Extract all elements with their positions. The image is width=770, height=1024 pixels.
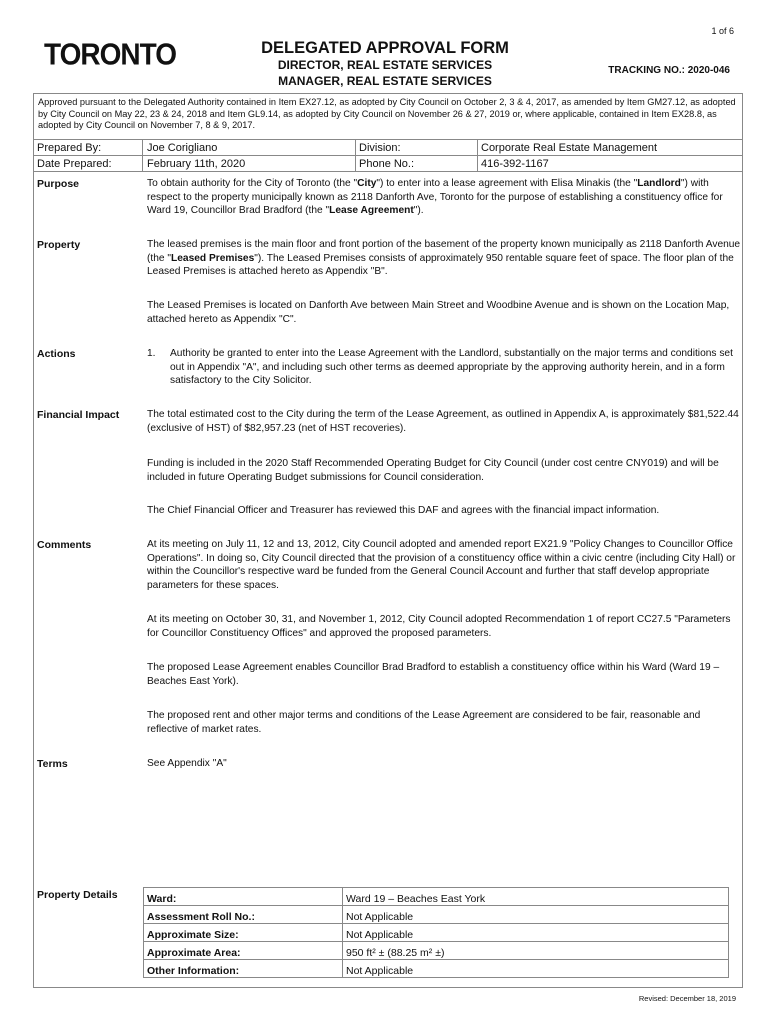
comments-text-1: At its meeting on July 11, 12 and 13, 2012, City Council adopted and amended report EX21.9 "Policy Changes to Councillor Office Operations". In doing so, City Council directed that the provision of a constituency office within a civic centre (including City Hall) or within the Councillor's respective ward be funded from the General Council Account and further that staff develop appropriate parameters for these spaces. xyxy=(147,539,736,591)
other-information-value: Not Applicable xyxy=(343,960,729,978)
tracking-number: TRACKING NO.: 2020-046 xyxy=(608,65,730,76)
phone-label: Phone No.: xyxy=(359,158,415,170)
table-row xyxy=(144,924,729,942)
property-label: Property xyxy=(37,239,81,251)
division-value: Corporate Real Estate Management xyxy=(481,142,658,154)
actions-label: Actions xyxy=(37,348,76,360)
property-details-label: Property Details xyxy=(37,889,118,901)
date-prepared-label: Date Prepared: xyxy=(37,158,112,170)
comments-label: Comments xyxy=(37,539,92,551)
page-number: 1 of 6 xyxy=(711,26,734,36)
divider xyxy=(142,139,143,171)
prepared-by-value: Joe Corigliano xyxy=(147,142,218,154)
approximate-area-value: 950 ft² ± (88.25 m² ±) xyxy=(343,942,729,960)
comments-text-3: The proposed Lease Agreement enables Councillor Brad Bradford to establish a constituency office within his Ward (Ward 19 – Beaches East York). xyxy=(147,662,720,687)
authority-statement: Approved pursuant to the Delegated Authority contained in Item EX27.12, as adopted by City Council on October 2, 3 & 4, 2017, as amended by Item GM27.12, as adopted by City Council on May 22, 23 & 24, 2018 and Item GL9.14, as adopted by City Council on November 26 & 27, 2019 or, where applicable, contained in Item EX28.8, as adopted by City Council on November 7, 8 & 9, 2017. xyxy=(38,97,736,130)
comments-text-4: The proposed rent and other major terms and conditions of the Lease Agreement are considered to be fair, reasonable and reflective of market rates. xyxy=(147,710,701,735)
phone-value: 416-392-1167 xyxy=(481,158,549,170)
financial-text-2: Funding is included in the 2020 Staff Recommended Operating Budget for City Council (under cost centre CNY019) and will be included in future Operating Budget submissions for Council consideration. xyxy=(147,458,719,483)
date-prepared-value: February 11th, 2020 xyxy=(147,158,246,170)
table-row xyxy=(144,888,729,906)
financial-impact-label: Financial Impact xyxy=(37,409,120,421)
comments-text-2: At its meeting on October 30, 31, and November 1, 2012, City Council adopted Recommendation 1 of report CC27.5 "Parameters for Councillor Constituency Offices" and approved the proposed parameters. xyxy=(147,614,731,639)
logo-wordmark: TORONTO xyxy=(44,37,176,72)
other-information-label: Other Information: xyxy=(144,960,343,978)
approximate-size-label: Approximate Size: xyxy=(144,924,343,942)
terms-label: Terms xyxy=(37,758,68,770)
prepared-by-label: Prepared By: xyxy=(37,142,102,154)
purpose-text: To obtain authority for the City of Toronto (the "City") to enter into a lease agreement with Elisa Minakis (the "Landlord") with respect to the property municipally known as 2118 Danforth Ave, Toronto for the purpose of establishing a constituency office for Ward 19, Councillor Brad Bradford (the "Lease Agreement"). xyxy=(147,178,723,216)
property-text-2: The Leased Premises is located on Danforth Ave between Main Street and Woodbine Avenue and is shown on the Location Map, attached hereto as Appendix "C". xyxy=(147,300,730,325)
form-title: DELEGATED APPROVAL FORM xyxy=(261,39,509,57)
financial-text-1: The total estimated cost to the City during the term of the Lease Agreement, as outlined in Appendix A, is approximately $81,522.44 (exclusive of HST) of $82,957.23 (net of HST recoveries). xyxy=(147,409,739,434)
division-label: Division: xyxy=(359,142,401,154)
purpose-label: Purpose xyxy=(37,178,80,190)
approximate-area-label: Approximate Area: xyxy=(144,942,343,960)
action-number: 1. xyxy=(147,348,156,359)
ward-label: Ward: xyxy=(144,888,343,906)
property-details-table xyxy=(143,887,729,978)
table-row xyxy=(144,906,729,924)
property-text-1: The leased premises is the main floor and front portion of the basement of the property known municipally as 2118 Danforth Avenue (the "Leased Premises"). The Leased Premises consists of approximately 950 rentable square feet of space. The floor plan of the Leased Premises is attached hereto as Appendix "B". xyxy=(147,239,741,277)
approximate-size-value: Not Applicable xyxy=(343,924,729,942)
financial-text-3: The Chief Financial Officer and Treasurer has reviewed this DAF and agrees with the financial impact information. xyxy=(147,505,660,516)
form-subtitle-director: DIRECTOR, REAL ESTATE SERVICES xyxy=(277,58,493,72)
table-row xyxy=(144,960,729,978)
divider xyxy=(477,139,478,171)
assessment-roll-label: Assessment Roll No.: xyxy=(144,906,343,924)
form-subtitle-manager: MANAGER, REAL ESTATE SERVICES xyxy=(278,74,492,88)
city-of-toronto-logo xyxy=(40,24,175,70)
table-row xyxy=(144,942,729,960)
action-text: Authority be granted to enter into the Lease Agreement with the Landlord, substantially on the major terms and conditions set out in Appendix "A", and including such other terms as deemed appropriate by the approving authority herein, and in a form satisfactory to the City Solicitor. xyxy=(170,348,733,386)
revised-date: Revised: December 18, 2019 xyxy=(638,994,736,1003)
terms-text: See Appendix "A" xyxy=(147,758,227,769)
ward-value: Ward 19 – Beaches East York xyxy=(343,888,729,906)
assessment-roll-value: Not Applicable xyxy=(343,906,729,924)
divider xyxy=(355,139,356,171)
